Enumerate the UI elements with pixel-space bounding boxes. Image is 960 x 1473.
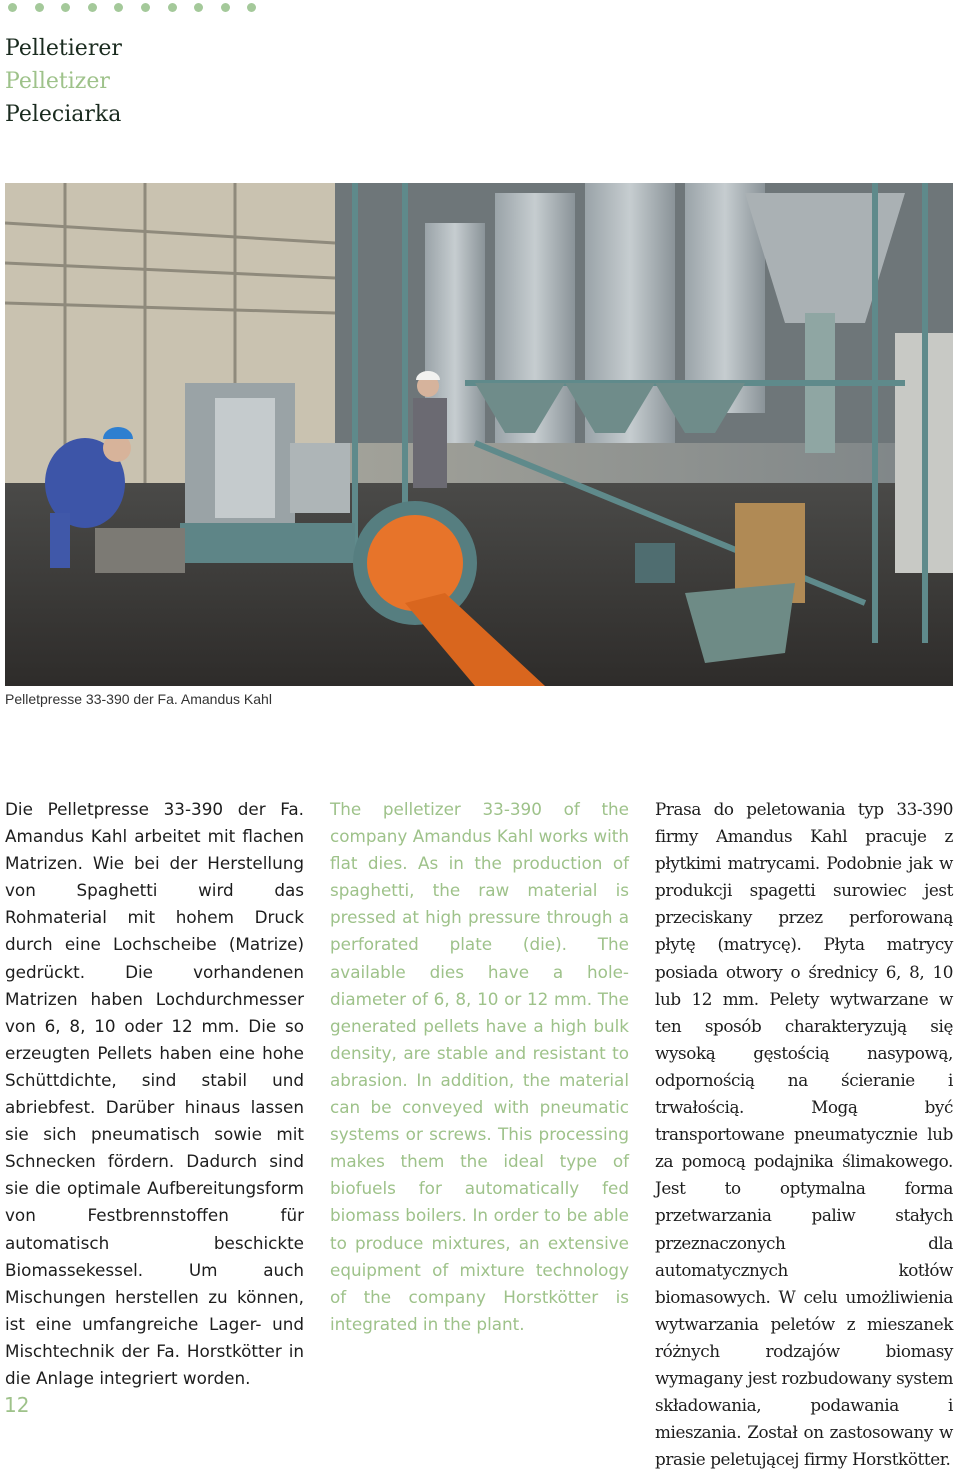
body-text-pl xyxy=(655,796,953,1473)
pelletizer-photo xyxy=(5,183,953,686)
body-text-en xyxy=(330,796,629,1338)
decorative-dot xyxy=(221,3,230,12)
title-block xyxy=(5,32,122,131)
decorative-dot xyxy=(8,3,17,12)
decorative-dot xyxy=(247,3,256,12)
decorative-dot-row xyxy=(8,3,274,12)
decorative-dot xyxy=(141,3,150,12)
decorative-dot xyxy=(114,3,123,12)
decorative-dot xyxy=(61,3,70,12)
photo-caption: Pelletpresse 33-390 der Fa. Amandus Kahl xyxy=(5,691,272,707)
paragraph-en: The pelletizer 33-390 of the company Amandus Kahl works with flat dies. As in the production of spaghetti, the raw material is pressed at high pressure through a perforated plate (die). The available dies have a hole-diameter of 6, 8, 10 or 12 mm. The generated pellets have a high bulk density, are stable and resistant to abrasion. In addition, the material can be conveyed with pneumatic systems or screws. This processing makes them the ideal type of biofuels for automatically fed biomass boilers. In order to be able to produce mixtures, an extensive equipment of mixture technology of the company Horstkötter is integrated in the plant. xyxy=(330,799,629,1334)
decorative-dot xyxy=(35,3,44,12)
page-title-en: Pelletizer xyxy=(5,69,110,94)
paragraph-de: Die Pelletpresse 33-390 der Fa. Amandus Kahl arbeitet mit flachen Matrizen. Wie bei der Herstellung von Spaghetti wird das Rohmaterial mit hohem Druck durch eine Lochscheibe (Matrize) gedrückt. Die vorhandenen Matrizen haben Lochdurchmesser von 6, 8, 10 oder 12 mm. Die so erzeugten Pellets haben eine hohe Schüttdichte, sind stabil und abriebfest. Darüber hinaus lassen sie sich pneumatisch sowie mit Schnecken fördern. Dadurch sind sie die optimale Aufbereitungsform von Festbrennstoffen für automatisch beschickte Biomassekessel. Um auch Mischungen herstellen zu können, ist eine umfangreiche Lager- und Mischtechnik der Fa. Horstkötter in die Anlage integriert worden. xyxy=(5,799,304,1388)
decorative-dot xyxy=(194,3,203,12)
decorative-dot xyxy=(168,3,177,12)
page-title-pl: Peleciarka xyxy=(5,102,122,127)
body-text-de xyxy=(5,796,304,1392)
paragraph-pl: Prasa do peletowania typ 33-390 firmy Amandus Kahl pracuje z płytkimi matrycami. Podobnie jak w produkcji spagetti surowiec jest przeciskany przez perforowaną płytę (matrycę). Płyta matrycy posiada otwory o średnicy 6, 8, 10 lub 12 mm. Pelety wytwarzane w ten sposób charakteryzują się wysoką gęstością nasypową, odpornością na ścieranie i trwałością. Mogą być transportowane pneumatycznie lub za pomocą podajnika ślimakowego. Jest to optymalna forma przetwarzania paliw stałych przeznaczonych dla automatycznych kotłów biomasowych. W celu umożliwienia wytwarzania peletów z mieszanek różnych rodzajów biomasy wymagany jest rozbudowany system składowania, podawania i mieszania. Został on zastosowany w prasie peletującej firmy Horstkötter. xyxy=(655,799,953,1470)
decorative-dot xyxy=(88,3,97,12)
page-title-de: Pelletierer xyxy=(5,36,122,61)
page-number: 12 xyxy=(4,1393,30,1417)
